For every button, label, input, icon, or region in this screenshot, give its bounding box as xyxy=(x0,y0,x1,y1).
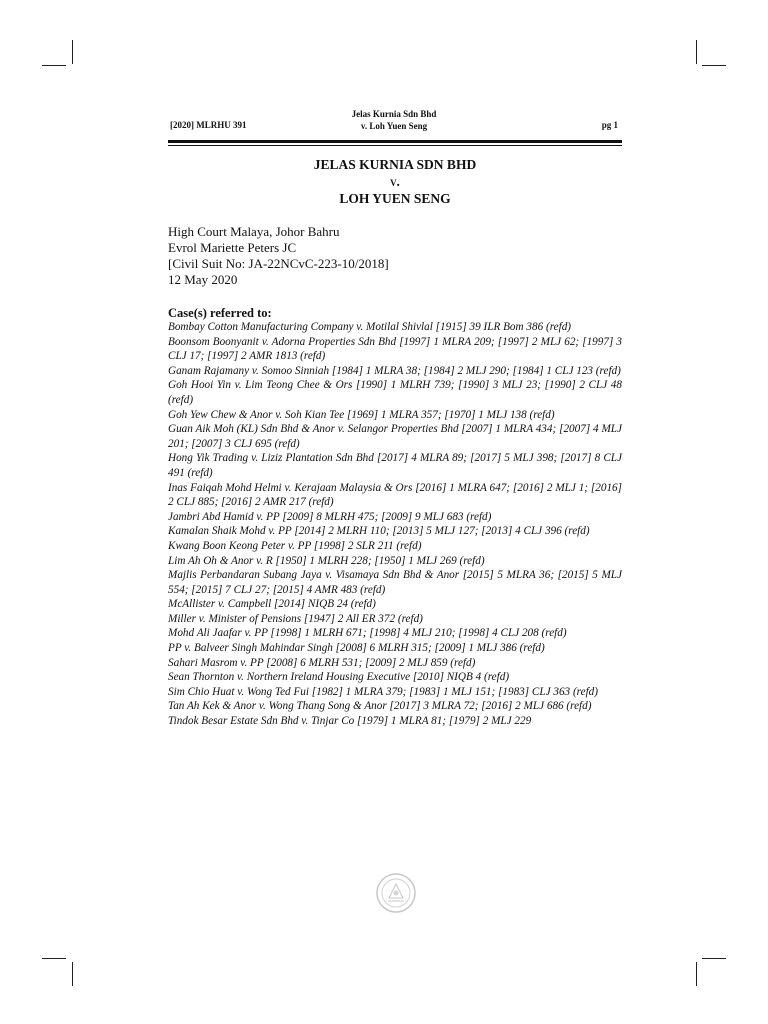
crop-mark xyxy=(696,40,697,64)
crop-mark xyxy=(72,40,73,64)
reference-item: Goh Hooi Yin v. Lim Teong Chee & Ors [1990] 1 MLRH 739; [1990] 3 MLJ 23; [1990] 2 CLJ 48 (refd) xyxy=(168,379,622,406)
defendant-name: LOH YUEN SENG xyxy=(339,191,451,206)
header-rule-thick xyxy=(168,140,622,143)
header-parties-line2: v. Loh Yuen Seng xyxy=(360,121,428,131)
header-parties xyxy=(168,108,620,132)
reference-item: Bombay Cotton Manufacturing Company v. Motilal Shivlal [1915] 39 ILR Bom 386 (refd) xyxy=(168,321,572,333)
crop-mark xyxy=(696,962,697,986)
references-list xyxy=(168,320,622,729)
crop-mark xyxy=(42,65,66,66)
reference-item: Sahari Masrom v. PP [2008] 6 MLRH 531; [2009] 2 MLJ 859 (refd) xyxy=(168,656,476,669)
reference-item: Hong Yik Trading v. Liziz Plantation Sdn Bhd [2017] 4 MLRA 89; [2017] 5 MLJ 398; [2017] 8 CLJ 491 (refd) xyxy=(168,452,622,479)
versus-label: v. xyxy=(390,174,400,189)
running-header xyxy=(168,108,620,132)
suit-number: [Civil Suit No: JA-22NCvC-223-10/2018] xyxy=(168,256,389,271)
reference-item: Tan Ah Kek & Anor v. Wong Thang Song & Anor [2017] 3 MLRA 72; [2016] 2 MLJ 686 (refd) xyxy=(168,700,592,713)
judge-name: Evrol Mariette Peters JC xyxy=(168,240,297,255)
reference-item: Tindok Besar Estate Sdn Bhd v. Tinjar Co [1979] 1 MLRA 81; [1979] 2 MLJ 229 xyxy=(168,715,532,728)
references-heading: Case(s) referred to: xyxy=(168,306,272,320)
header-page-number: pg 1 xyxy=(601,120,618,130)
header-rule-thin xyxy=(168,145,622,146)
reference-item: Sean Thornton v. Northern Ireland Housing Executive [2010] NIQB 4 (refd) xyxy=(168,671,510,684)
crop-mark xyxy=(42,958,66,959)
reference-item: PP v. Balveer Singh Mahindar Singh [2008] 6 MLRH 315; [2009] 1 MLJ 386 (refd) xyxy=(168,642,545,655)
header-citation: [2020] MLRHU 391 xyxy=(170,120,247,130)
reference-item: Majlis Perbandaran Subang Jaya v. Visamaya Sdn Bhd & Anor [2015] 5 MLRA 36; [2015] 5 MLJ 554; [2015] 7 CLJ 27; [2015] 4 AMR 483 (refd) xyxy=(168,569,622,596)
reference-item: Lim Ah Oh & Anor v. R [1950] 1 MLRH 228; [1950] 1 MLJ 269 (refd) xyxy=(168,554,485,567)
header-parties-line1: Jelas Kurnia Sdn Bhd xyxy=(351,109,437,119)
reference-item: Kwang Boon Keong Peter v. PP [1998] 2 SLR 211 (refd) xyxy=(168,539,422,552)
plaintiff-name: JELAS KURNIA SDN BHD xyxy=(313,157,477,172)
reference-item: Guan Aik Moh (KL) Sdn Bhd & Anor v. Selangor Properties Bhd [2007] 1 MLRA 434; [2007] 4 MLJ 201; [2007] 3 CLJ 695 (refd) xyxy=(168,423,622,450)
reference-item: Jambri Abd Hamid v. PP [2009] 8 MLRH 475; [2009] 9 MLJ 683 (refd) xyxy=(168,510,492,523)
judgment-date: 12 May 2020 xyxy=(168,272,238,287)
reference-item: Boonsom Boonyanit v. Adorna Properties Sdn Bhd [1997] 1 MLRA 209; [1997] 2 MLJ 62; [1997] 3 CLJ 17; [1997] 2 AMR 1813 (refd) xyxy=(168,335,622,363)
reference-item: McAllister v. Campbell [2014] NIQB 24 (refd) xyxy=(168,598,376,611)
crop-mark xyxy=(702,958,726,959)
reference-item: Ganam Rajamany v. Somoo Sinniah [1984] 1 MLRA 38; [1984] 2 MLJ 290; [1984] 1 CLJ 123 (refd) xyxy=(168,364,621,377)
court-seal-icon xyxy=(375,872,417,914)
reference-item: Mohd Ali Jaafar v. PP [1998] 1 MLRH 671; [1998] 4 MLJ 210; [1998] 4 CLJ 208 (refd) xyxy=(168,627,567,640)
court-name: High Court Malaya, Johor Bahru xyxy=(168,224,340,239)
crop-mark xyxy=(72,962,73,986)
reference-item: Miller v. Minister of Pensions [1947] 2 All ER 372 (refd) xyxy=(168,612,423,625)
reference-item: Goh Yew Chew & Anor v. Soh Kian Tee [1969] 1 MLRA 357; [1970] 1 MLJ 138 (refd) xyxy=(168,408,555,421)
case-title xyxy=(168,156,622,207)
reference-item: Inas Faiqah Mohd Helmi v. Kerajaan Malaysia & Ors [2016] 1 MLRA 647; [2016] 2 MLJ 1; [2016] 2 CLJ 885; [2016] 2 AMR 217 (refd) xyxy=(168,481,622,509)
reference-item: Sim Chio Huat v. Wong Ted Fui [1982] 1 MLRA 379; [1983] 1 MLJ 151; [1983] CLJ 363 (refd) xyxy=(168,685,598,698)
crop-mark xyxy=(702,65,726,66)
court-details xyxy=(168,224,622,288)
reference-item: Kamalan Shaik Mohd v. PP [2014] 2 MLRH 110; [2013] 5 MLJ 127; [2013] 4 CLJ 396 (refd) xyxy=(168,525,590,538)
